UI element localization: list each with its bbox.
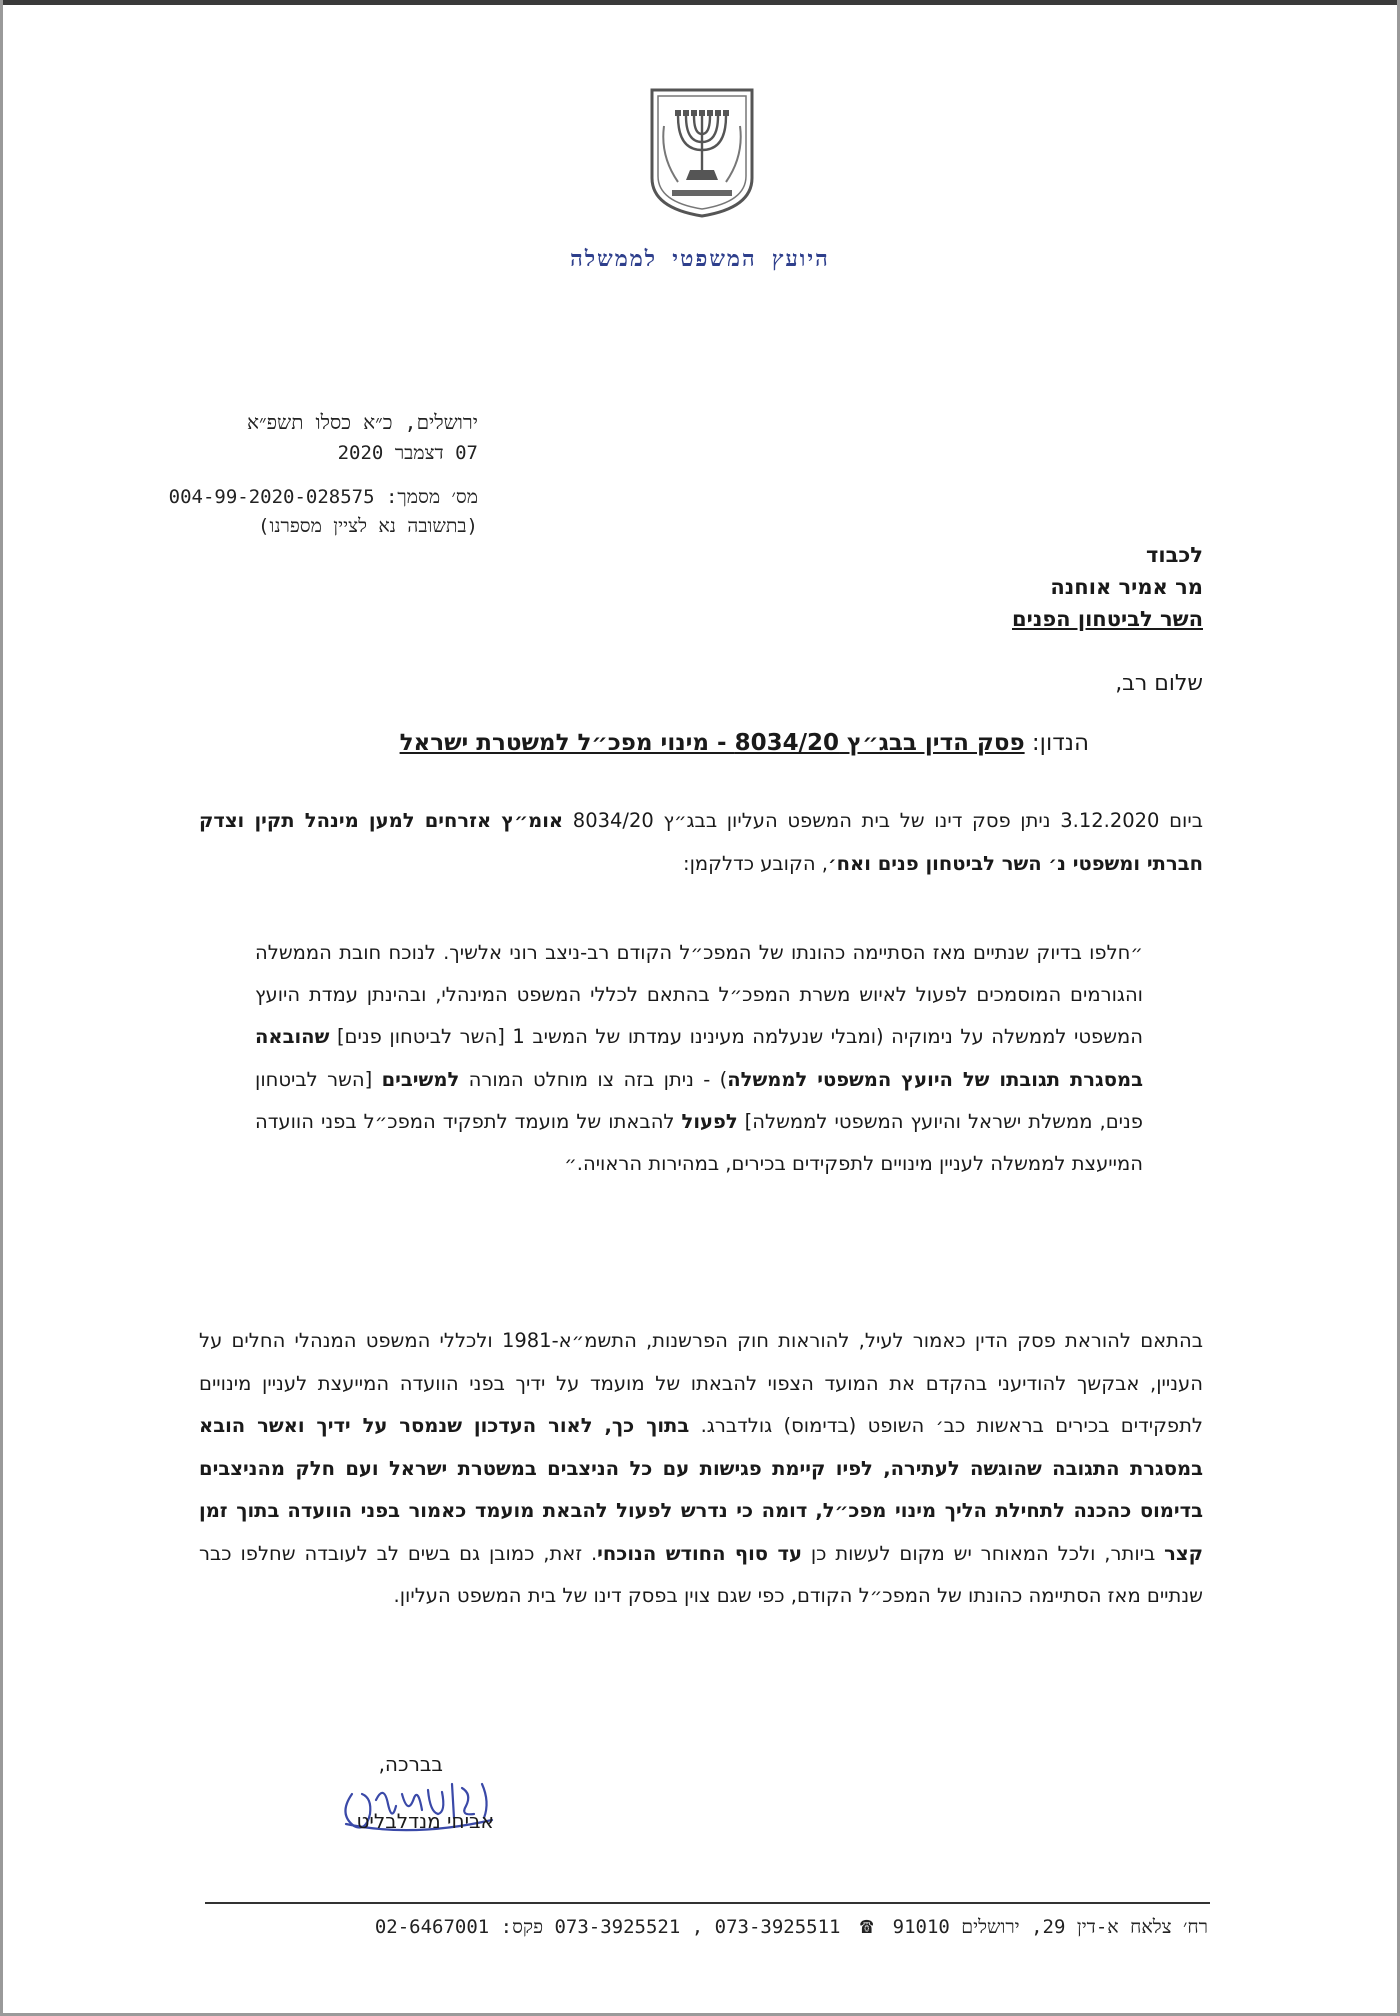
body-paragraph: [199, 1320, 1203, 1618]
office-title: היועץ המשפטי לממשלה: [570, 247, 830, 272]
footer-contact: [375, 1914, 1208, 1939]
subject-label: הנדון:: [1031, 730, 1089, 756]
quote-text-1: ״חלפו בדיוק שנתיים מאז הסתיימה כהונתו של המפכ״ל הקודם רב-ניצב רוני אלשיך. לנוכח חובת הממשלה והגורמים המוסמכים לפעול לאיוש משרת המפכ״ל בהתאם לכללי המשפט המינהלי, ובהינתן עמדת היועץ המשפטי לממשלה על נימוקיה (ומבלי שנעלמה מעינינו עמדתו של המשיב 1 [השר לביטחון פנים]: [255, 941, 1143, 1049]
body-bold-deadline: בתוך זמן קצר: [199, 1499, 1203, 1565]
body-text-1: בהתאם להוראת פסק הדין כאמור לעיל, להוראות חוק הפרשנות, התשמ״א-1981 ולכללי המשפט המנהלי החלים על העניין, אבקשך להודיעני בהקדם את המועד הצפוי להבאתו של מועמד על ידיך בפני הוועדה המייעצת לעניין מינויים לתפקידים בכירים בראשות כב׳ השופט (בדימוס) גולדברג.: [199, 1329, 1203, 1437]
intro-text: ביום 3.12.2020 ניתן פסק דינו של בית המשפט העליון בבג״ץ 8034/20: [572, 809, 1203, 832]
subject-line: [400, 730, 1089, 756]
greeting: שלום רב,: [1115, 671, 1203, 696]
quote-text-3: [השר לביטחון פנים, ממשלת ישראל והיועץ המשפטי לממשלה]: [255, 1067, 1143, 1133]
date-gregorian: 07 דצמבר 2020: [337, 442, 478, 464]
addressee-title: השר לביטחון הפנים: [1012, 607, 1203, 631]
quote-bold-2: למשיבים: [381, 1067, 460, 1091]
footer-divider: [205, 1902, 1210, 1904]
document-reference: מס׳ מסמך: 004-99-2020-028575: [168, 486, 478, 508]
top-border: [0, 0, 1400, 5]
signer-name: אביחי מנדלבליט: [356, 1809, 494, 1833]
quote-bold-3: לפעול: [681, 1109, 738, 1133]
quote-text-4: להבאתו של מועמד לתפקיד המפכ״ל בפני הוועדה המייעצת לממשלה לעניין מינויים לתפקידים בכירים, במהירות הראויה.״: [255, 1109, 1143, 1176]
body-text-5: . זאת, כמובן גם בשים לב לעובדה שחלפו כבר שנתיים מאז הסתיימה כהונתו של המפכ״ל הקודם, כפי שגם צוין בפסק דינו של בית המשפט העליון.: [199, 1541, 1203, 1607]
footer-fax: פקס: 02-6467001: [374, 1916, 544, 1938]
footer-phones: 073-3925511 , 073-3925521: [554, 1916, 841, 1938]
body-bold-2: בתוך כך, לאור העדכון שנמסר על ידיך ואשר הובא במסגרת התגובה שהוגשה לעתירה, לפיו קיימת פגישות עם כל הניצבים במשטרת ישראל ועם חלק מהניצבים בדימוס כהכנה לתחילת הליך מינוי מפכ״ל,: [199, 1414, 1204, 1522]
intro-text-end: , הקובע כדלקמן:: [683, 851, 828, 875]
body-bold-end-of-month: עד סוף החודש הנוכחי: [597, 1541, 802, 1565]
case-parties: אומ״ץ אזרחים למען מינהל תקין וצדק חברתי ומשפטי נ׳ השר לביטחון פנים ואח׳: [199, 809, 1203, 875]
court-quote: [255, 932, 1143, 1185]
footer-address: רח׳ צלאח א-דין 29, ירושלים 91010: [892, 1916, 1208, 1938]
date-hebrew: ירושלים, כ״א כסלו תשפ״א: [246, 410, 478, 434]
intro-paragraph: [199, 800, 1203, 885]
reply-note: (בתשובה נא לציין מספרנו): [258, 515, 478, 537]
addressee-name: מר אמיר אוחנה: [1050, 575, 1203, 599]
quote-text-2: ) - ניתן בזה צו מוחלט המורה: [468, 1067, 728, 1091]
page-edge-left: [0, 0, 3, 2016]
quote-bold-1: שהובאה במסגרת תגובתו של היועץ המשפטי לממשלה: [255, 1025, 1143, 1091]
closing-blessing: בברכה,: [378, 1752, 443, 1776]
telephone-icon: ☎: [859, 1914, 874, 1939]
addressee-salutation: לכבוד: [1146, 543, 1203, 567]
body-text-4: ביותר, ולכל המאוחר יש מקום לעשות כן: [810, 1541, 1156, 1565]
body-bold-3: דומה כי נדרש לפעול להבאת מועמד כאמור בפני הוועדה: [287, 1499, 808, 1522]
subject-text: פסק הדין בבג״ץ 8034/20 - מינוי מפכ״ל למשטרת ישראל: [399, 730, 1025, 756]
state-emblem-menorah-icon: [648, 86, 756, 220]
